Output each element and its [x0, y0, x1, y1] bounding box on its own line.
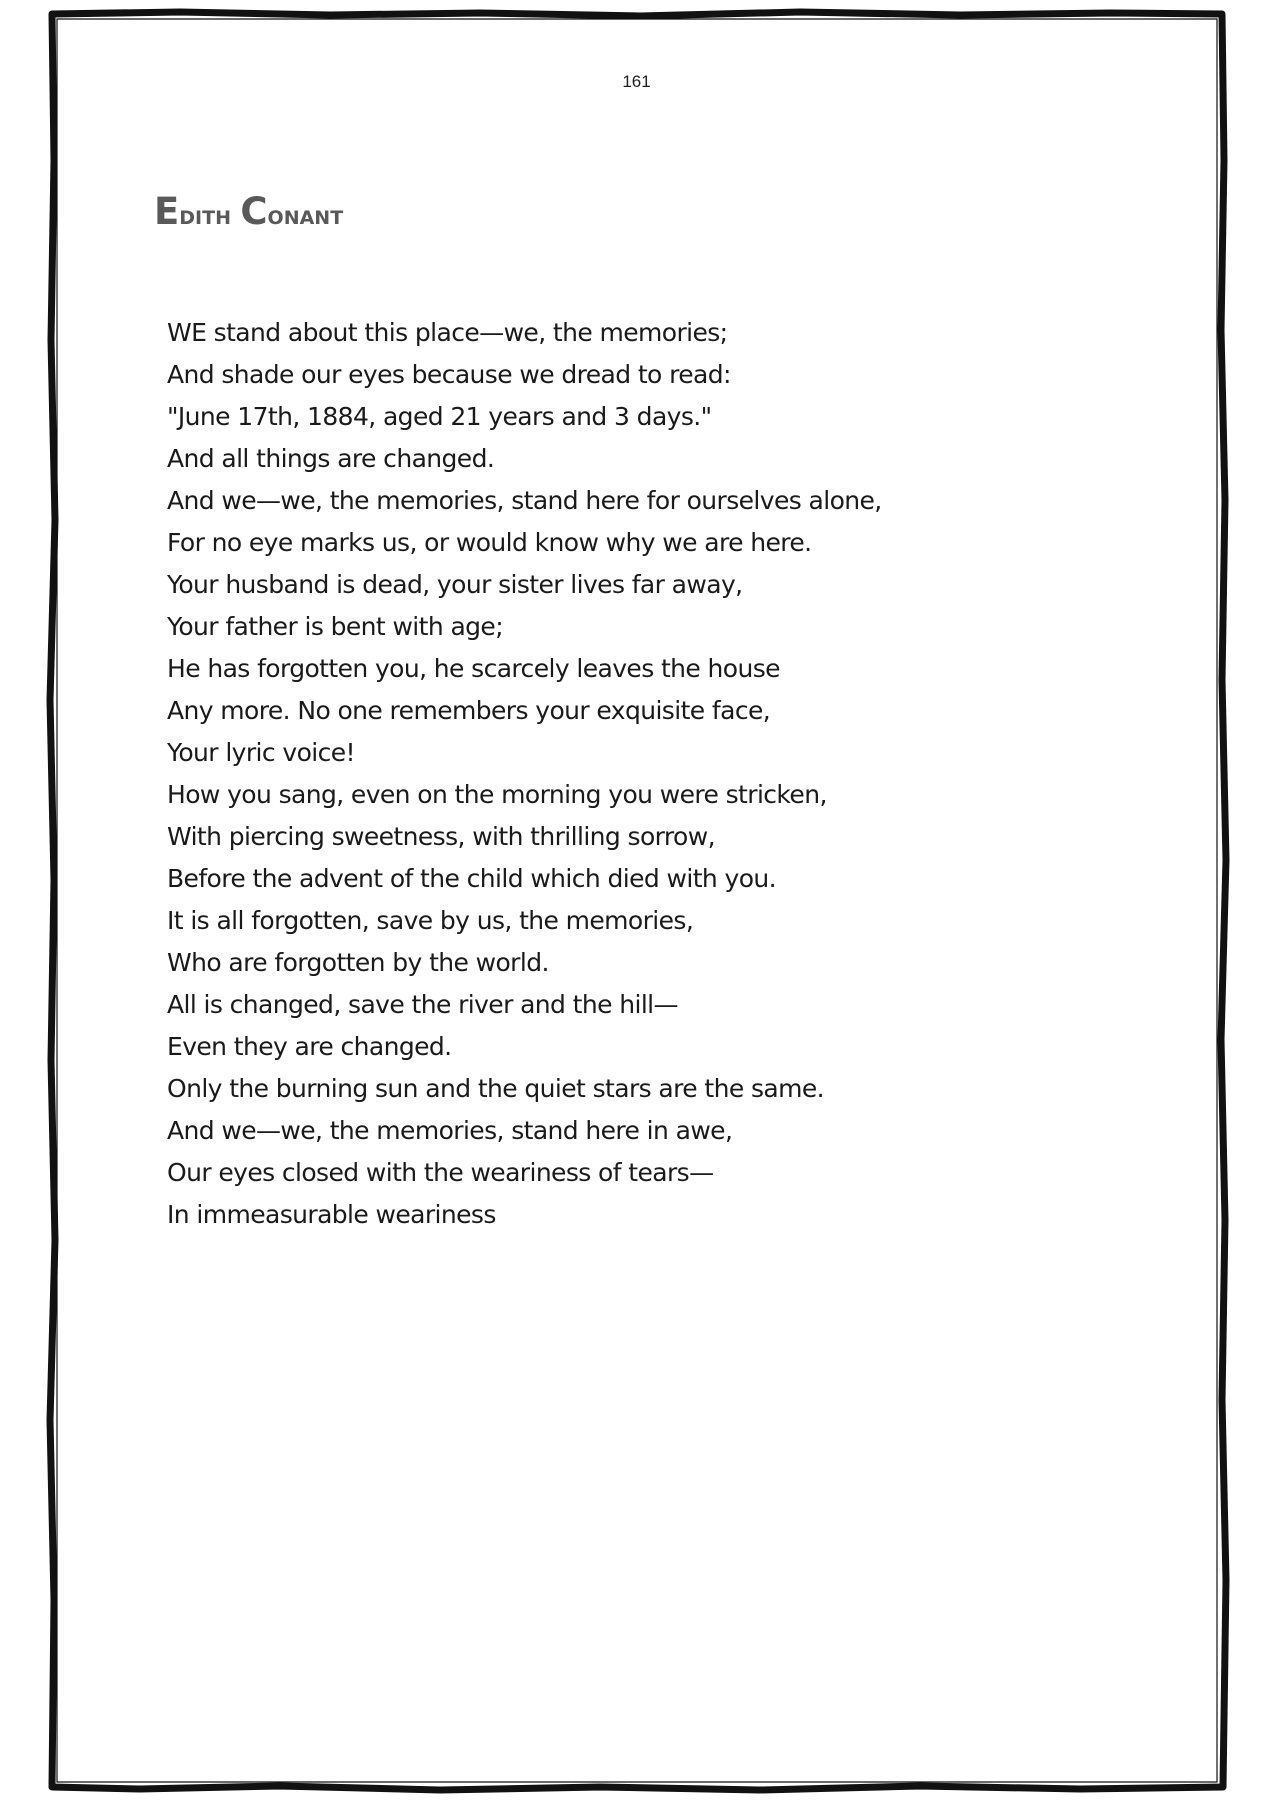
page-number: 161 [622, 72, 651, 91]
title-rest-2: onant [267, 200, 344, 231]
poem-line: In immeasurable weariness [167, 1200, 496, 1229]
poem-body [167, 312, 1167, 1236]
poem-line: It is all forgotten, save by us, the memories, [167, 906, 694, 935]
poem-line: WE stand about this place—we, the memories; [167, 318, 728, 347]
poem-line: Only the burning sun and the quiet stars are the same. [167, 1074, 824, 1103]
poem-line: Even they are changed. [167, 1032, 452, 1061]
poem-line: With piercing sweetness, with thrilling sorrow, [167, 822, 715, 851]
poem-line: Who are forgotten by the world. [167, 948, 549, 977]
poem-line: All is changed, save the river and the hill— [167, 990, 678, 1019]
poem-line: Your father is bent with age; [167, 612, 504, 641]
poem-line: Your lyric voice! [167, 738, 355, 767]
poem-line: And shade our eyes because we dread to read: [167, 360, 731, 389]
poem-line: How you sang, even on the morning you were stricken, [167, 780, 827, 809]
title-rest-1: dith [179, 200, 231, 231]
poem-line: And we—we, the memories, stand here in awe, [167, 1116, 733, 1145]
poem-line: Your husband is dead, your sister lives far away, [167, 570, 743, 599]
poem-line: For no eye marks us, or would know why we are here. [167, 528, 812, 557]
poem-line: And all things are changed. [167, 444, 495, 473]
poem-line: He has forgotten you, he scarcely leaves the house [167, 654, 780, 683]
poem-line: Our eyes closed with the weariness of tears— [167, 1158, 714, 1187]
poem-line: "June 17th, 1884, aged 21 years and 3 days." [167, 402, 712, 431]
poem-line: Any more. No one remembers your exquisite face, [167, 696, 771, 725]
poem-line: Before the advent of the child which died with you. [167, 864, 776, 893]
poem-line: And we—we, the memories, stand here for ourselves alone, [167, 486, 882, 515]
poem-title [154, 190, 343, 233]
title-initial-1: E [154, 190, 180, 233]
title-initial-2: C [240, 190, 268, 233]
